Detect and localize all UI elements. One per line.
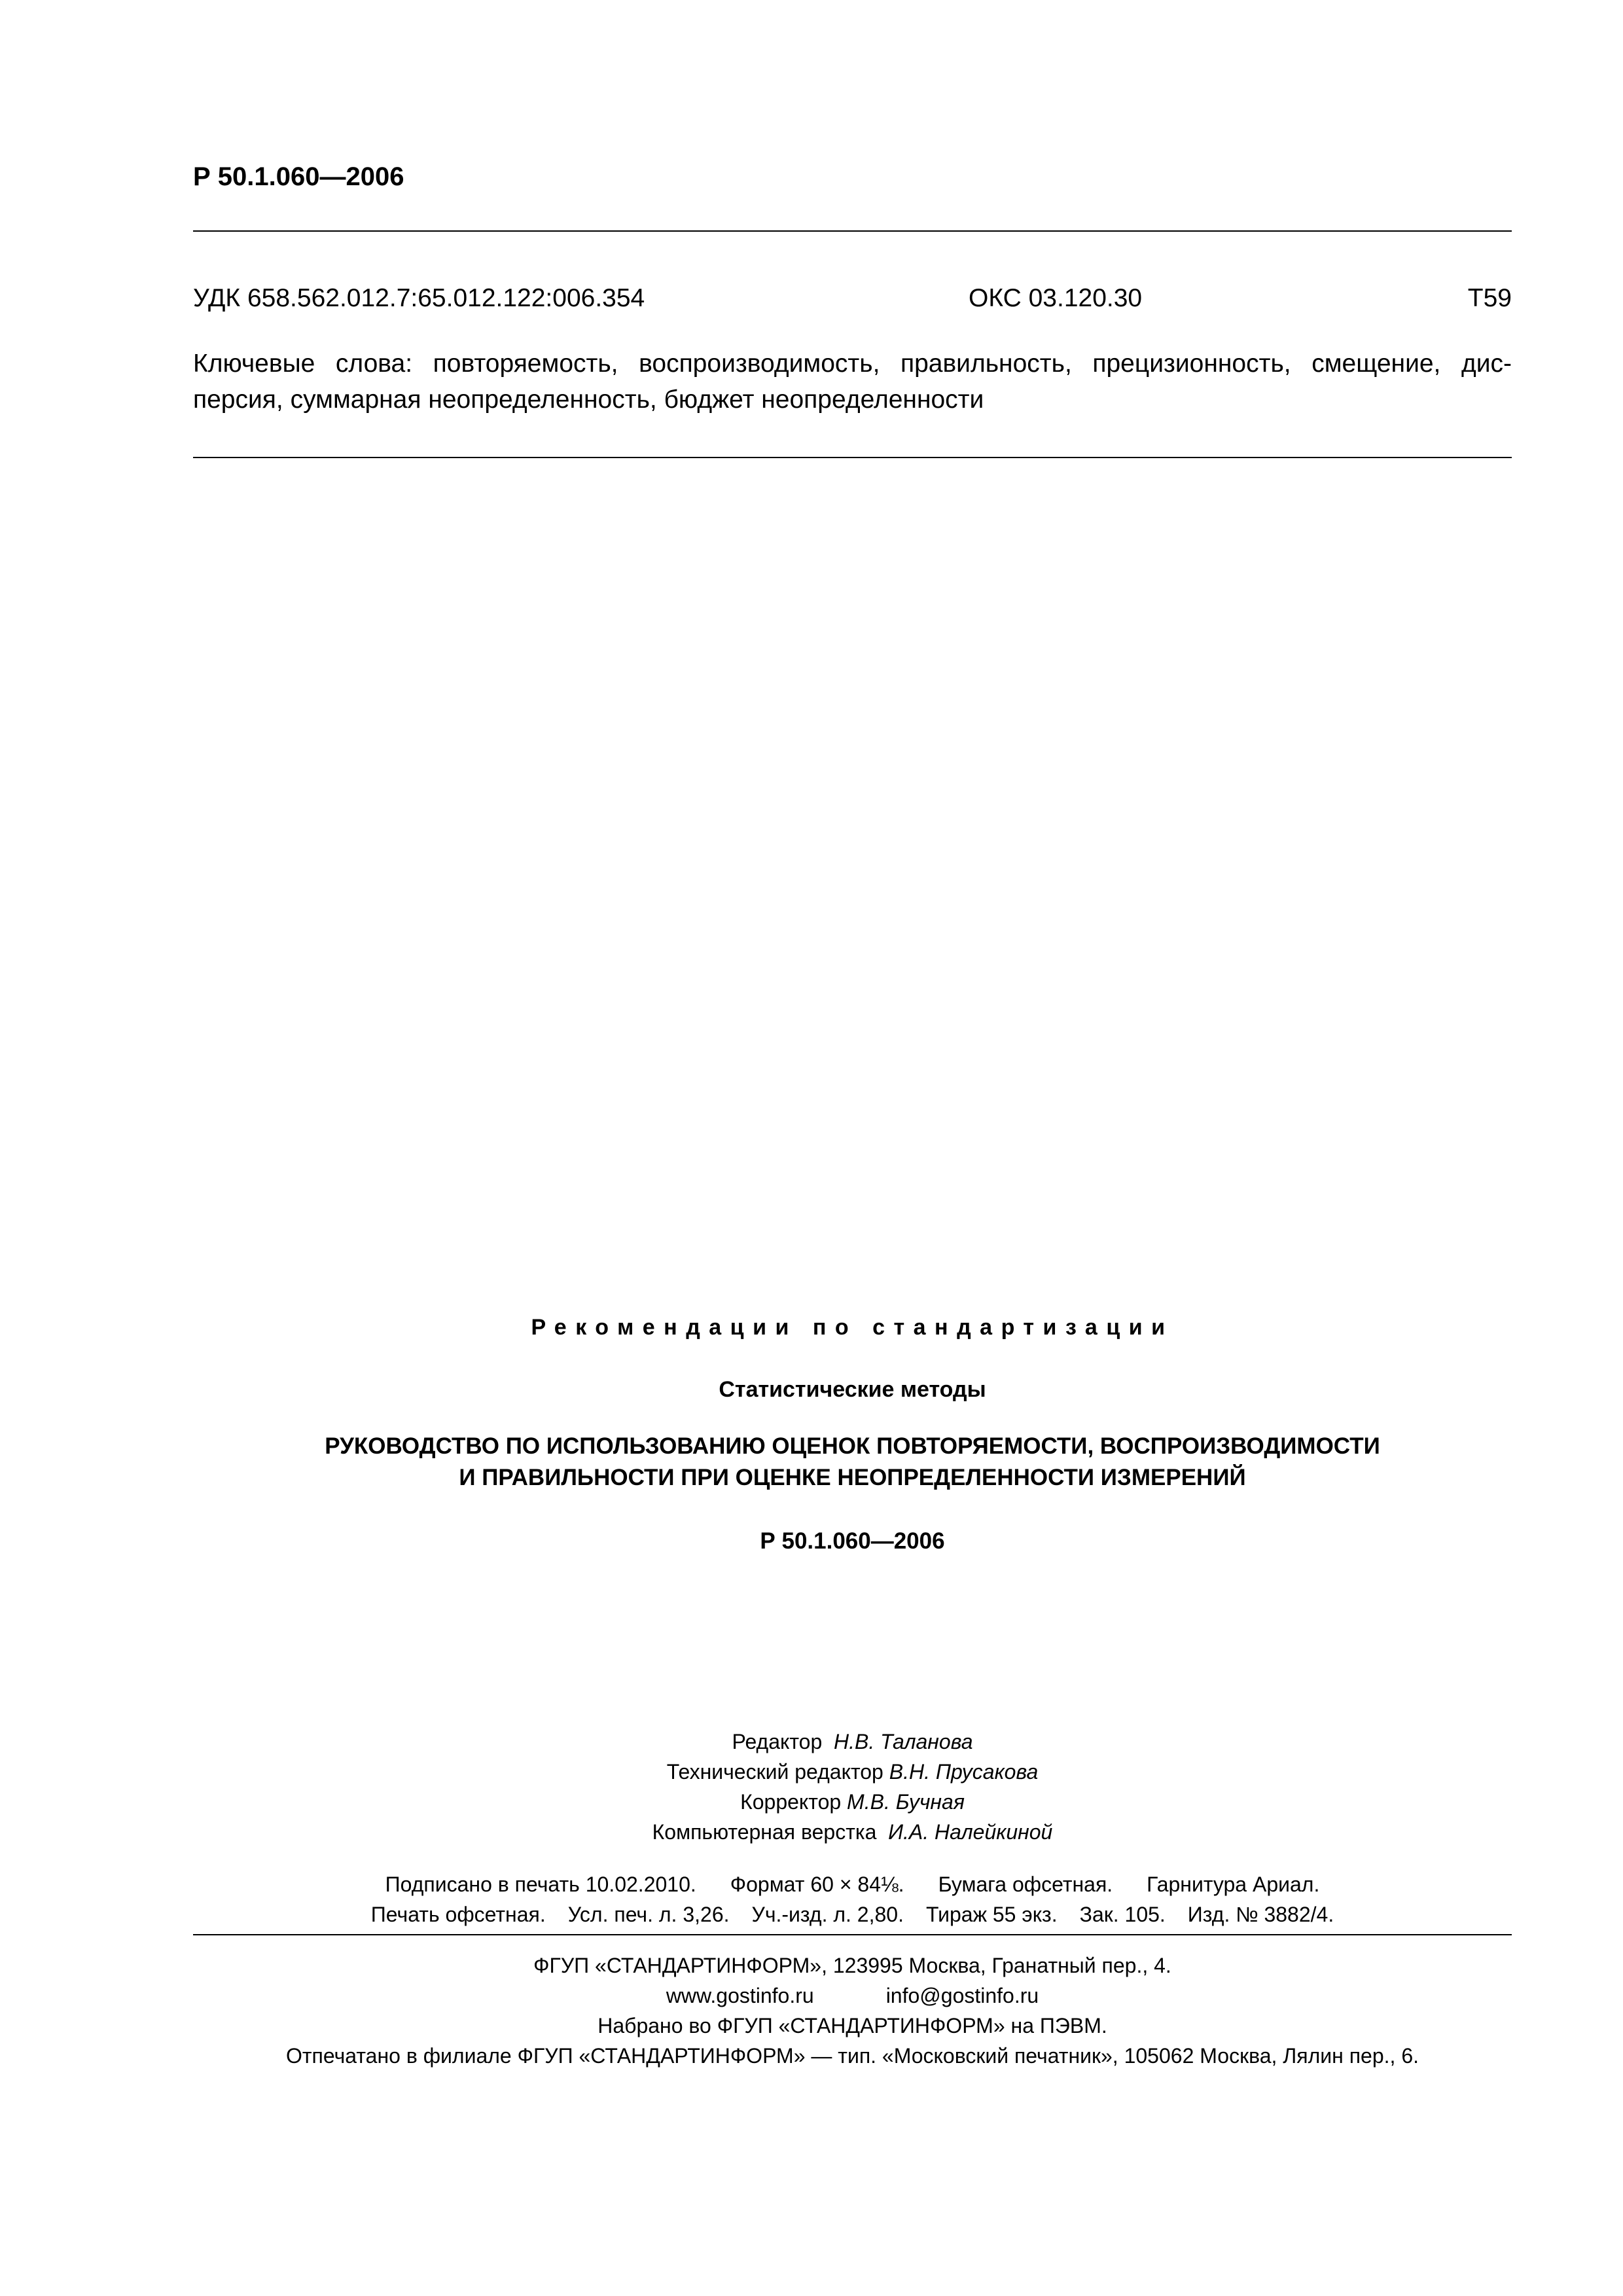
keyword-word: прецизионность, (1092, 350, 1291, 378)
publisher-website-link[interactable]: www.gostinfo.ru (666, 1984, 814, 2007)
keyword-word: слова: (335, 350, 413, 378)
print-info-block (193, 1869, 1512, 1929)
signed-date: Подписано в печать 10.02.2010. (385, 1873, 696, 1896)
print-sheets: Усл. печ. л. 3,26. (567, 1903, 730, 1926)
credit-role: Корректор (740, 1790, 842, 1814)
typeface: Гарнитура Ариал. (1147, 1873, 1320, 1896)
publisher-email-link[interactable]: info@gostinfo.ru (885, 1984, 1039, 2007)
printed-note: Отпечатано в филиале ФГУП «СТАНДАРТИНФОРМ» — тип. «Московский печатник», 105062 Москва, Лялин пер., 6. (285, 2044, 1419, 2068)
title-doc-code: Р 50.1.060—2006 (760, 1528, 945, 1554)
main-title-line-1: РУКОВОДСТВО ПО ИСПОЛЬЗОВАНИЮ ОЦЕНОК ПОВТОРЯЕМОСТИ, ВОСПРОИЗВОДИМОСТИ (325, 1433, 1380, 1459)
credit-line (193, 1817, 1512, 1847)
classification-row (193, 280, 1512, 317)
keywords-line-2: персия, суммарная неопределенность, бюджет неопределенности (193, 386, 984, 414)
format-tail: . (898, 1873, 904, 1896)
credit-role: Технический редактор (666, 1760, 883, 1784)
credit-name: И.А. Налейкиной (888, 1820, 1053, 1844)
publisher-contacts (193, 1981, 1512, 2011)
top-divider (193, 230, 1512, 232)
keywords-line-1 (193, 346, 1512, 382)
credit-line (193, 1787, 1512, 1817)
subtitle: Статистические методы (719, 1377, 986, 1402)
publisher-address: ФГУП «СТАНДАРТИНФОРМ», 123995 Москва, Гранатный пер., 4. (533, 1954, 1171, 1977)
header-doc-code: Р 50.1.060—2006 (193, 162, 404, 191)
series-heading: Рекомендации по стандартизации (531, 1315, 1174, 1340)
oks-code: ОКС 03.120.30 (969, 284, 1143, 312)
credit-role: Редактор (732, 1730, 823, 1753)
order-number: Зак. 105. (1079, 1903, 1166, 1926)
keywords-block (193, 346, 1512, 418)
udk-code: УДК 658.562.012.7:65.012.122:006.354 (193, 284, 645, 312)
credit-role: Компьютерная верстка (652, 1820, 877, 1844)
credit-line (193, 1727, 1512, 1757)
publication-number: Изд. № 3882/4. (1187, 1903, 1334, 1926)
typeset-note: Набрано во ФГУП «СТАНДАРТИНФОРМ» на ПЭВМ. (597, 2014, 1107, 2037)
format-label: Формат 60 × 84 (730, 1873, 881, 1896)
publisher-block (193, 1950, 1512, 2071)
print-run: Тираж 55 экз. (925, 1903, 1058, 1926)
paper-type: Бумага офсетная. (938, 1873, 1113, 1896)
credit-name: В.Н. Прусакова (889, 1760, 1039, 1784)
printing-method: Печать офсетная. (370, 1903, 546, 1926)
print-info-line-1 (193, 1869, 1512, 1899)
print-info-line-2 (193, 1899, 1512, 1929)
keyword-word: дис- (1461, 350, 1512, 378)
keyword-word: смещение, (1311, 350, 1441, 378)
publisher-divider (193, 1934, 1512, 1935)
group-code: Т59 (1467, 284, 1512, 312)
credit-line (193, 1757, 1512, 1787)
keyword-word: Ключевые (193, 350, 315, 378)
credit-name: Н.В. Таланова (834, 1730, 973, 1753)
credits-block (193, 1727, 1512, 1847)
keyword-word: повторяемость, (433, 350, 618, 378)
credit-name: М.В. Бучная (847, 1790, 965, 1814)
keyword-word: воспроизводимость, (639, 350, 880, 378)
format-fraction: ⅛ (880, 1873, 899, 1896)
main-title-line-2: И ПРАВИЛЬНОСТИ ПРИ ОЦЕНКЕ НЕОПРЕДЕЛЕННОСТИ ИЗМЕРЕНИЙ (459, 1465, 1246, 1490)
main-title (193, 1431, 1512, 1494)
keyword-word: правильность, (900, 350, 1072, 378)
keywords-divider (193, 457, 1512, 458)
edition-sheets: Уч.-изд. л. 2,80. (751, 1903, 904, 1926)
